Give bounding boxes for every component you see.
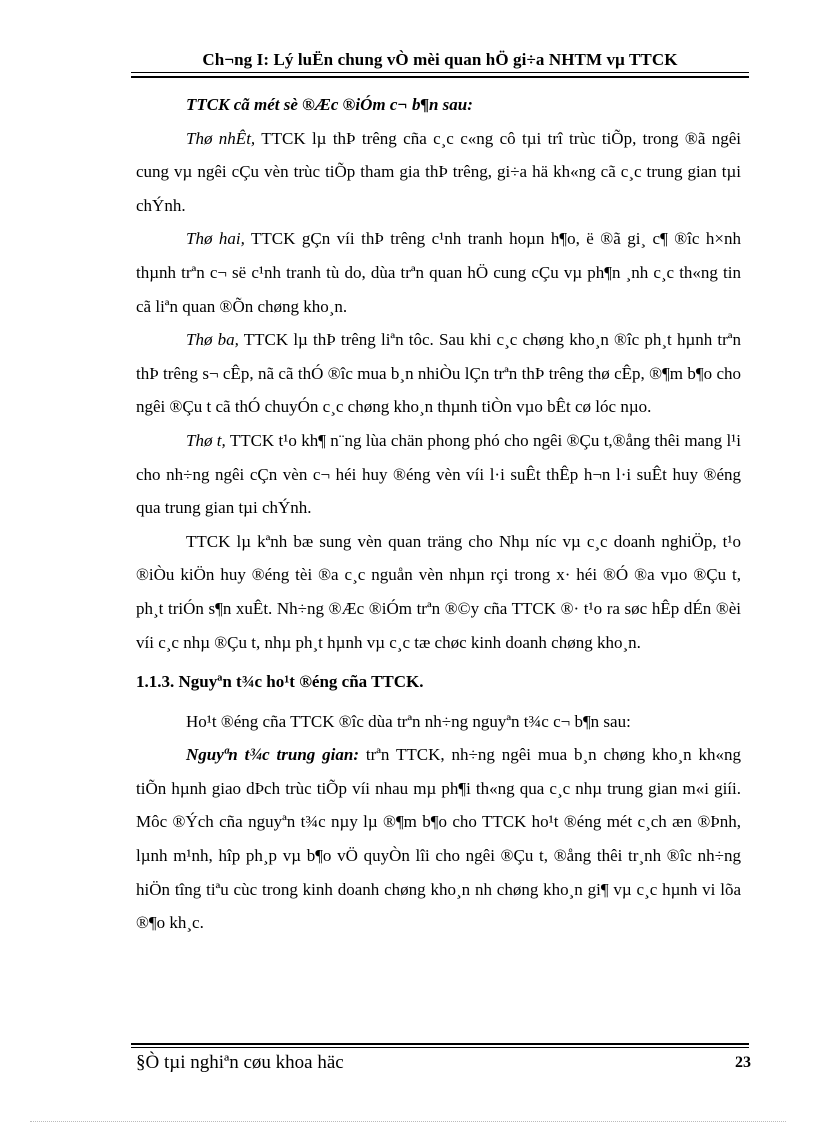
paragraph-5: TTCK lµ kªnh bæ sung vèn quan träng cho Nhµ níc vµ c¸c doanh nghiÖp, t¹o ®iÒu kiÖn huy ®éng tèi ®a c¸c nguån vèn nhµn rçi trong x· héi ®Ó ®a vµo ®Çu t, ph¸t triÓn s¶n xuÊt. Nh÷ng ®Æc ®iÓm trªn ®©y cña TTCK ®· t¹o ra søc hÊp dÉn ®èi víi c¸c nhµ ®Çu t, nhµ ph¸t hµnh vµ c¸c tæ chøc kinh doanh chøng kho¸n. bbox=[136, 531, 741, 652]
paragraph-2 bbox=[136, 222, 741, 323]
paragraph-1 bbox=[136, 122, 741, 223]
paragraph-7-text: trªn TTCK, nh÷ng ngêi mua b¸n chøng kho¸n kh«ng tiÕn hµnh giao dÞch trùc tiÕp víi nhau mµ ph¶i th«ng qua c¸c nhµ trung gian m«i giíi. Môc ®Ých cña nguyªn t¾c nµy lµ ®¶m b¶o cho TTCK ho¹t ®éng mét c¸ch æn ®Þnh, lµnh m¹nh, hîp ph¸p vµ b¶o vÖ quyÒn lîi cho ngêi ®Çu t, ®ång thêi tr¸nh ®îc nh÷ng hiÖn tîng tiªu cùc trong kinh doanh chøng kho¸n nh chøng kho¸n gi¶ vµ c¸c hµnh vi lõa ®¶o kh¸c. bbox=[136, 745, 741, 933]
page-number: 23 bbox=[735, 1054, 751, 1071]
subheading: TTCK cã mét sè ®Æc ®iÓm c¬ b¶n sau: bbox=[186, 95, 473, 114]
header-rule-bottom bbox=[131, 76, 749, 78]
page-header: Ch¬ng I: Lý luËn chung vÒ mèi quan hÖ gi÷a NHTM vµ TTCK bbox=[202, 50, 678, 69]
document-body bbox=[136, 88, 741, 940]
paragraph-2-text: TTCK gÇn víi thÞ trêng c¹nh tranh hoµn h¶o, ë ®ã gi¸ c¶ ®îc h×nh thµnh trªn c¬ së c¹nh tranh tù do, dùa trªn quan hÖ cung cÇu vµ ph¶n ¸nh c¸c th«ng tin cã liªn quan ®Õn chøng kho¸n. bbox=[136, 229, 741, 316]
paragraph-2-lead: Thø hai, bbox=[186, 229, 245, 249]
paragraph-1-lead: Thø nhÊt, bbox=[186, 128, 256, 148]
footer-rule-top bbox=[131, 1043, 749, 1045]
section-heading: 1.1.3. Nguyªn t¾c ho¹t ®éng cña TTCK. bbox=[136, 672, 424, 692]
paragraph-6: Ho¹t ®éng cña TTCK ®îc dùa trªn nh÷ng nguyªn t¾c c¬ b¶n sau: bbox=[186, 711, 631, 731]
paragraph-3-lead: Thø ba, bbox=[186, 330, 239, 350]
paragraph-3-text: TTCK lµ thÞ trêng liªn tôc. Sau khi c¸c chøng kho¸n ®îc ph¸t hµnh trªn thÞ trêng s¬ cÊp, nã cã thÓ ®îc mua b¸n nhiÒu lÇn trªn thÞ trêng thø cÊp, ®¶m b¶o cho ngêi ®Çu t cã thÓ chuyÓn c¸c chøng kho¸n thµnh tiÒn vµo bÊt cø lóc nµo. bbox=[136, 330, 741, 417]
header-rule-top bbox=[131, 72, 749, 73]
paragraph-7-lead: Nguyªn t¾c trung gian: bbox=[186, 745, 359, 765]
paragraph-1-text: TTCK lµ thÞ trêng cña c¸c c«ng cô tµi trî trùc tiÕp, trong ®ã ngêi cung vµ ngêi cÇu vèn trùc tiÕp tham gia thÞ trêng, gi÷a hä kh«ng cã c¸c trung gian tµi chÝnh. bbox=[136, 128, 741, 215]
footer-title: §Ò tµi nghiªn cøu khoa häc bbox=[136, 1052, 344, 1073]
footer-rule-bottom bbox=[131, 1047, 749, 1048]
paragraph-4 bbox=[136, 424, 741, 525]
paragraph-4-lead: Thø t, bbox=[186, 430, 226, 450]
paragraph-4-text: TTCK t¹o kh¶ n¨ng lùa chän phong phó cho ngêi ®Çu t,®ång thêi mang l¹i cho nh÷ng ngêi cÇn vèn c¬ héi huy ®éng vèn víi l·i suÊt thÊp h¬n l·i suÊt huy ®éng qua trung gian tµi chÝnh. bbox=[136, 430, 741, 518]
page-edge-dotted-line bbox=[30, 1121, 786, 1122]
paragraph-3 bbox=[136, 323, 741, 424]
paragraph-7 bbox=[136, 738, 741, 940]
